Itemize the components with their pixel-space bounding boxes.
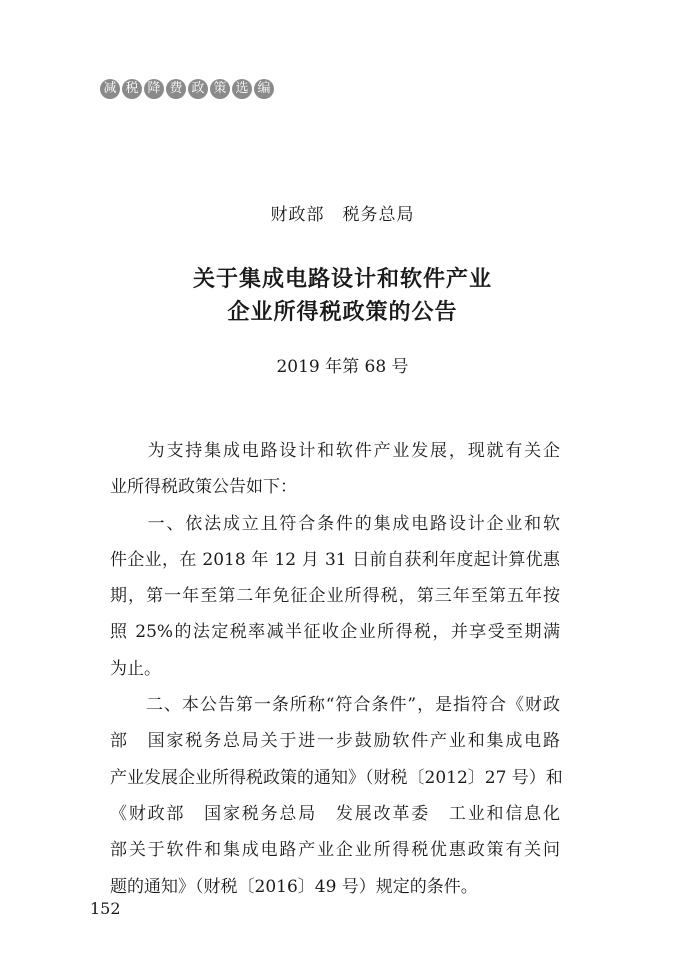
document-title-line-1: 关于集成电路设计和软件产业 [192,266,492,292]
body-text [110,433,563,905]
body-line: 题的通知》（财税〔2016〕49 号）规定的条件。 [110,876,478,897]
document-title-line-2: 企业所得税政策的公告 [227,299,458,325]
series-title-char: 政 [188,79,208,99]
body-line: 《财政部 国家税务总局 发展改革委 工业和信息化 [110,803,560,824]
body-line: 为止。 [110,658,161,679]
body-line: 业所得税政策公告如下： [110,477,297,498]
series-title-char: 策 [210,79,230,99]
series-title-char: 选 [232,79,252,99]
series-title-char: 减 [100,79,120,99]
page-number: 152 [90,899,121,918]
body-line: 部 国家税务总局关于进一步鼓励软件产业和集成电路 [110,731,560,752]
series-title-char: 费 [166,79,186,99]
body-line: 期，第一年至第二年免征企业所得税，第三年至第五年按 [110,586,560,607]
body-line: 为支持集成电路设计和软件产业发展，现就有关企 [110,441,560,461]
body-line: 二、本公告第一条所称“符合条件”，是指符合《财政 [110,695,560,716]
series-title-char: 税 [122,79,142,99]
series-title-badge [100,76,276,102]
issuing-authorities: 财政部 税务总局 [270,205,415,225]
body-line: 一、依法成立且符合条件的集成电路设计企业和软 [110,513,560,534]
body-line: 件企业，在 2018 年 12 月 31 日前自获利年度起计算优惠 [110,549,560,570]
body-line: 产业发展企业所得税政策的通知》（财税〔2012〕27 号）和 [110,767,563,788]
document-number: 2019 年第 68 号 [276,357,409,377]
series-title-char: 编 [254,79,274,99]
body-line: 部关于软件和集成电路产业企业所得税优惠政策有关问 [110,840,560,861]
body-line: 照 25%的法定税率减半征收企业所得税，并享受至期满 [110,622,560,643]
series-title-char: 降 [144,79,164,99]
